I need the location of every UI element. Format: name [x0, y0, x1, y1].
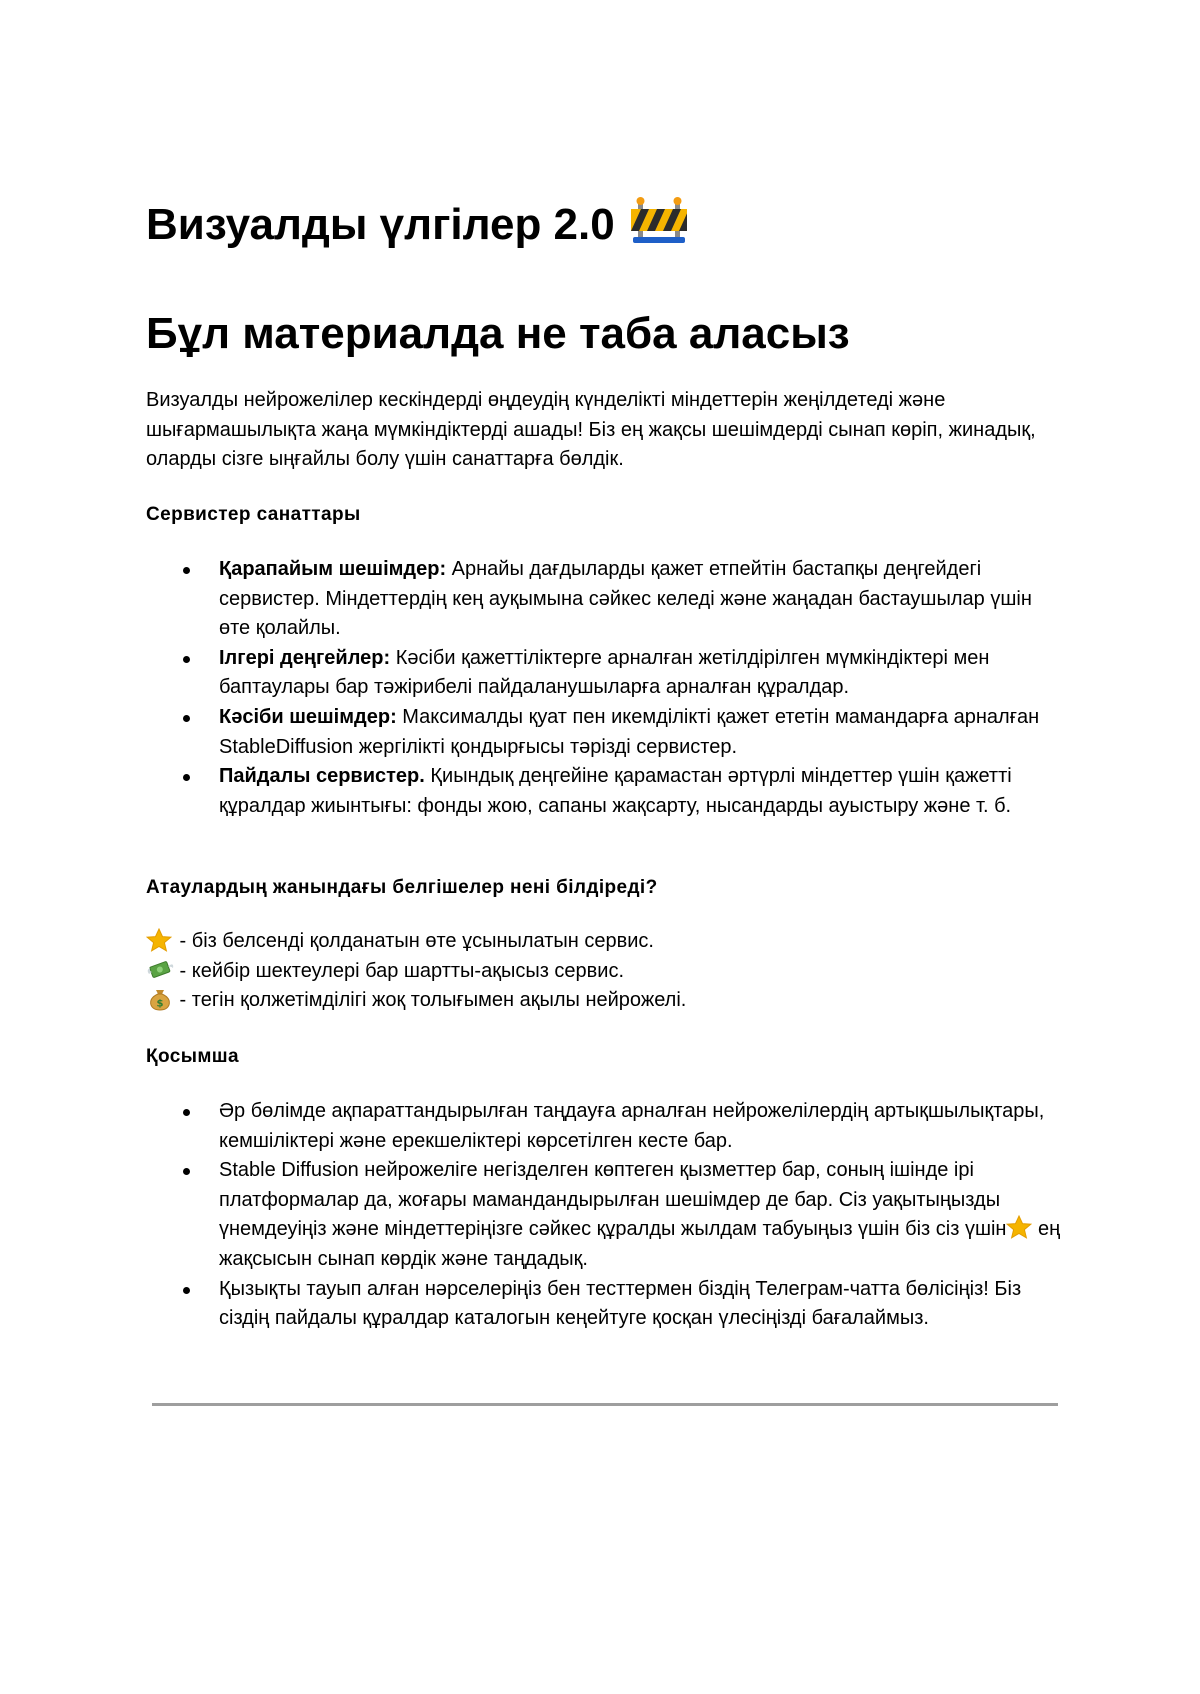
extra-heading: Қосымша [146, 1046, 240, 1067]
section-title: Бұл материалда не таба аласыз [146, 309, 850, 358]
money-with-wings-icon [146, 958, 174, 982]
legend-item [146, 957, 686, 987]
item-text: Арнайы дағдыларды қажет етпейтін бастапқы деңгейдегі сервистер. Міндеттердің кең ауқымына сәйкес келеді және жаңадан бастаушылар үшін өте қолайлы. [219, 558, 1032, 640]
bullet [183, 1168, 190, 1175]
item-text: ең жақсысын сынап көрдік және таңдадық. [219, 1218, 1061, 1270]
item-term: Пайдалы сервистер. [219, 765, 425, 788]
money-bag-icon [146, 987, 174, 1011]
svg-text:$: $ [156, 998, 164, 1010]
list-item [146, 1097, 1066, 1156]
legend-text: - тегін қолжетімділігі жоқ толығымен ақылы нейрожелі. [174, 989, 687, 1012]
icons-legend-list [146, 927, 686, 1016]
star-icon [1006, 1215, 1032, 1239]
item-term: Қарапайым шешімдер: [219, 558, 447, 580]
legend-text: - біз белсенді қолданатын өте ұсынылатын сервис. [174, 930, 654, 952]
bullet [183, 774, 190, 781]
legend-item [146, 986, 686, 1016]
intro-paragraph: Визуалды нейрожелілер кескіндерді өңдеудің күнделікті міндеттерін жеңілдетеді және шығармашылықта жаңа мүмкіндіктерді ашады! Біз ең жақсы шешімдерді сынап көріп, жинадық, оларды сізге ыңғайлы болу үшін санаттарға бөлдік. [146, 389, 1036, 471]
page-title-text: Визуалды үлгілер 2.0 [146, 200, 615, 249]
extra-list [146, 1097, 1066, 1334]
bullet [183, 567, 190, 574]
bullet [183, 715, 190, 722]
categories-list [146, 555, 1066, 821]
construction-barrier-icon [629, 197, 689, 245]
star-icon [146, 928, 174, 952]
item-text: Әр бөлімде ақпараттандырылған таңдауға арналған нейрожелілердің артықшылықтары, кемшіліктері және ерекшеліктері көрсетілген кесте бар. [219, 1100, 1045, 1152]
list-item [146, 1156, 1066, 1274]
item-text: Stable Diffusion нейрожеліге негізделген көптеген қызметтер бар, соның ішінде ірі платформалар да, жоғары мамандандырылған шешімдер де бар. Сіз уақытыңызды үнемдеуіңіз және міндеттеріңізге сәйкес құралды жылдам табуыңыз үшін біз сіз үшін [219, 1159, 1007, 1241]
categories-heading: Сервистер санаттары [146, 504, 361, 525]
item-text: Қызықты тауып алған нәрселеріңіз бен тесттермен біздің Телеграм-чатта бөлісіңіз! Біз сіздің пайдалы құралдар каталогын кеңейтуге қосқан үлесіңізді бағалаймыз. [219, 1277, 1022, 1330]
item-text: Максималды қуат пен икемділікті қажет ететін мамандарға арналған StableDiffusion жергілікті қондырғысы тәрізді сервистер. [219, 705, 1040, 758]
bullet [183, 656, 190, 663]
list-item [146, 703, 1066, 762]
bullet [183, 1287, 190, 1294]
item-term: Кәсіби шешімдер: [219, 705, 397, 728]
bullet [183, 1109, 190, 1116]
list-item [146, 644, 1066, 703]
icons-legend-heading: Атаулардың жанындағы белгішелер нені білдіреді? [146, 877, 658, 898]
item-term: Ілгері деңгейлер: [219, 646, 391, 669]
legend-item [146, 927, 686, 957]
item-text: Қиындық деңгейіне қарамастан әртүрлі міндеттер үшін қажетті құралдар жиынтығы: фонды жою, сапаны жақсарту, нысандарды ауыстыру және т. б. [219, 765, 1012, 817]
list-item [146, 1275, 1066, 1334]
list-item [146, 762, 1066, 821]
page-title [146, 197, 689, 251]
legend-text: - кейбір шектеулері бар шартты-ақысыз сервис. [174, 959, 625, 982]
item-text: Кәсіби қажеттіліктерге арналған жетілдірілген мүмкіндіктері мен баптаулары бар тәжірибелі пайдаланушыларға арналған құралдар. [219, 646, 990, 699]
horizontal-divider [152, 1403, 1058, 1406]
list-item [146, 555, 1066, 644]
